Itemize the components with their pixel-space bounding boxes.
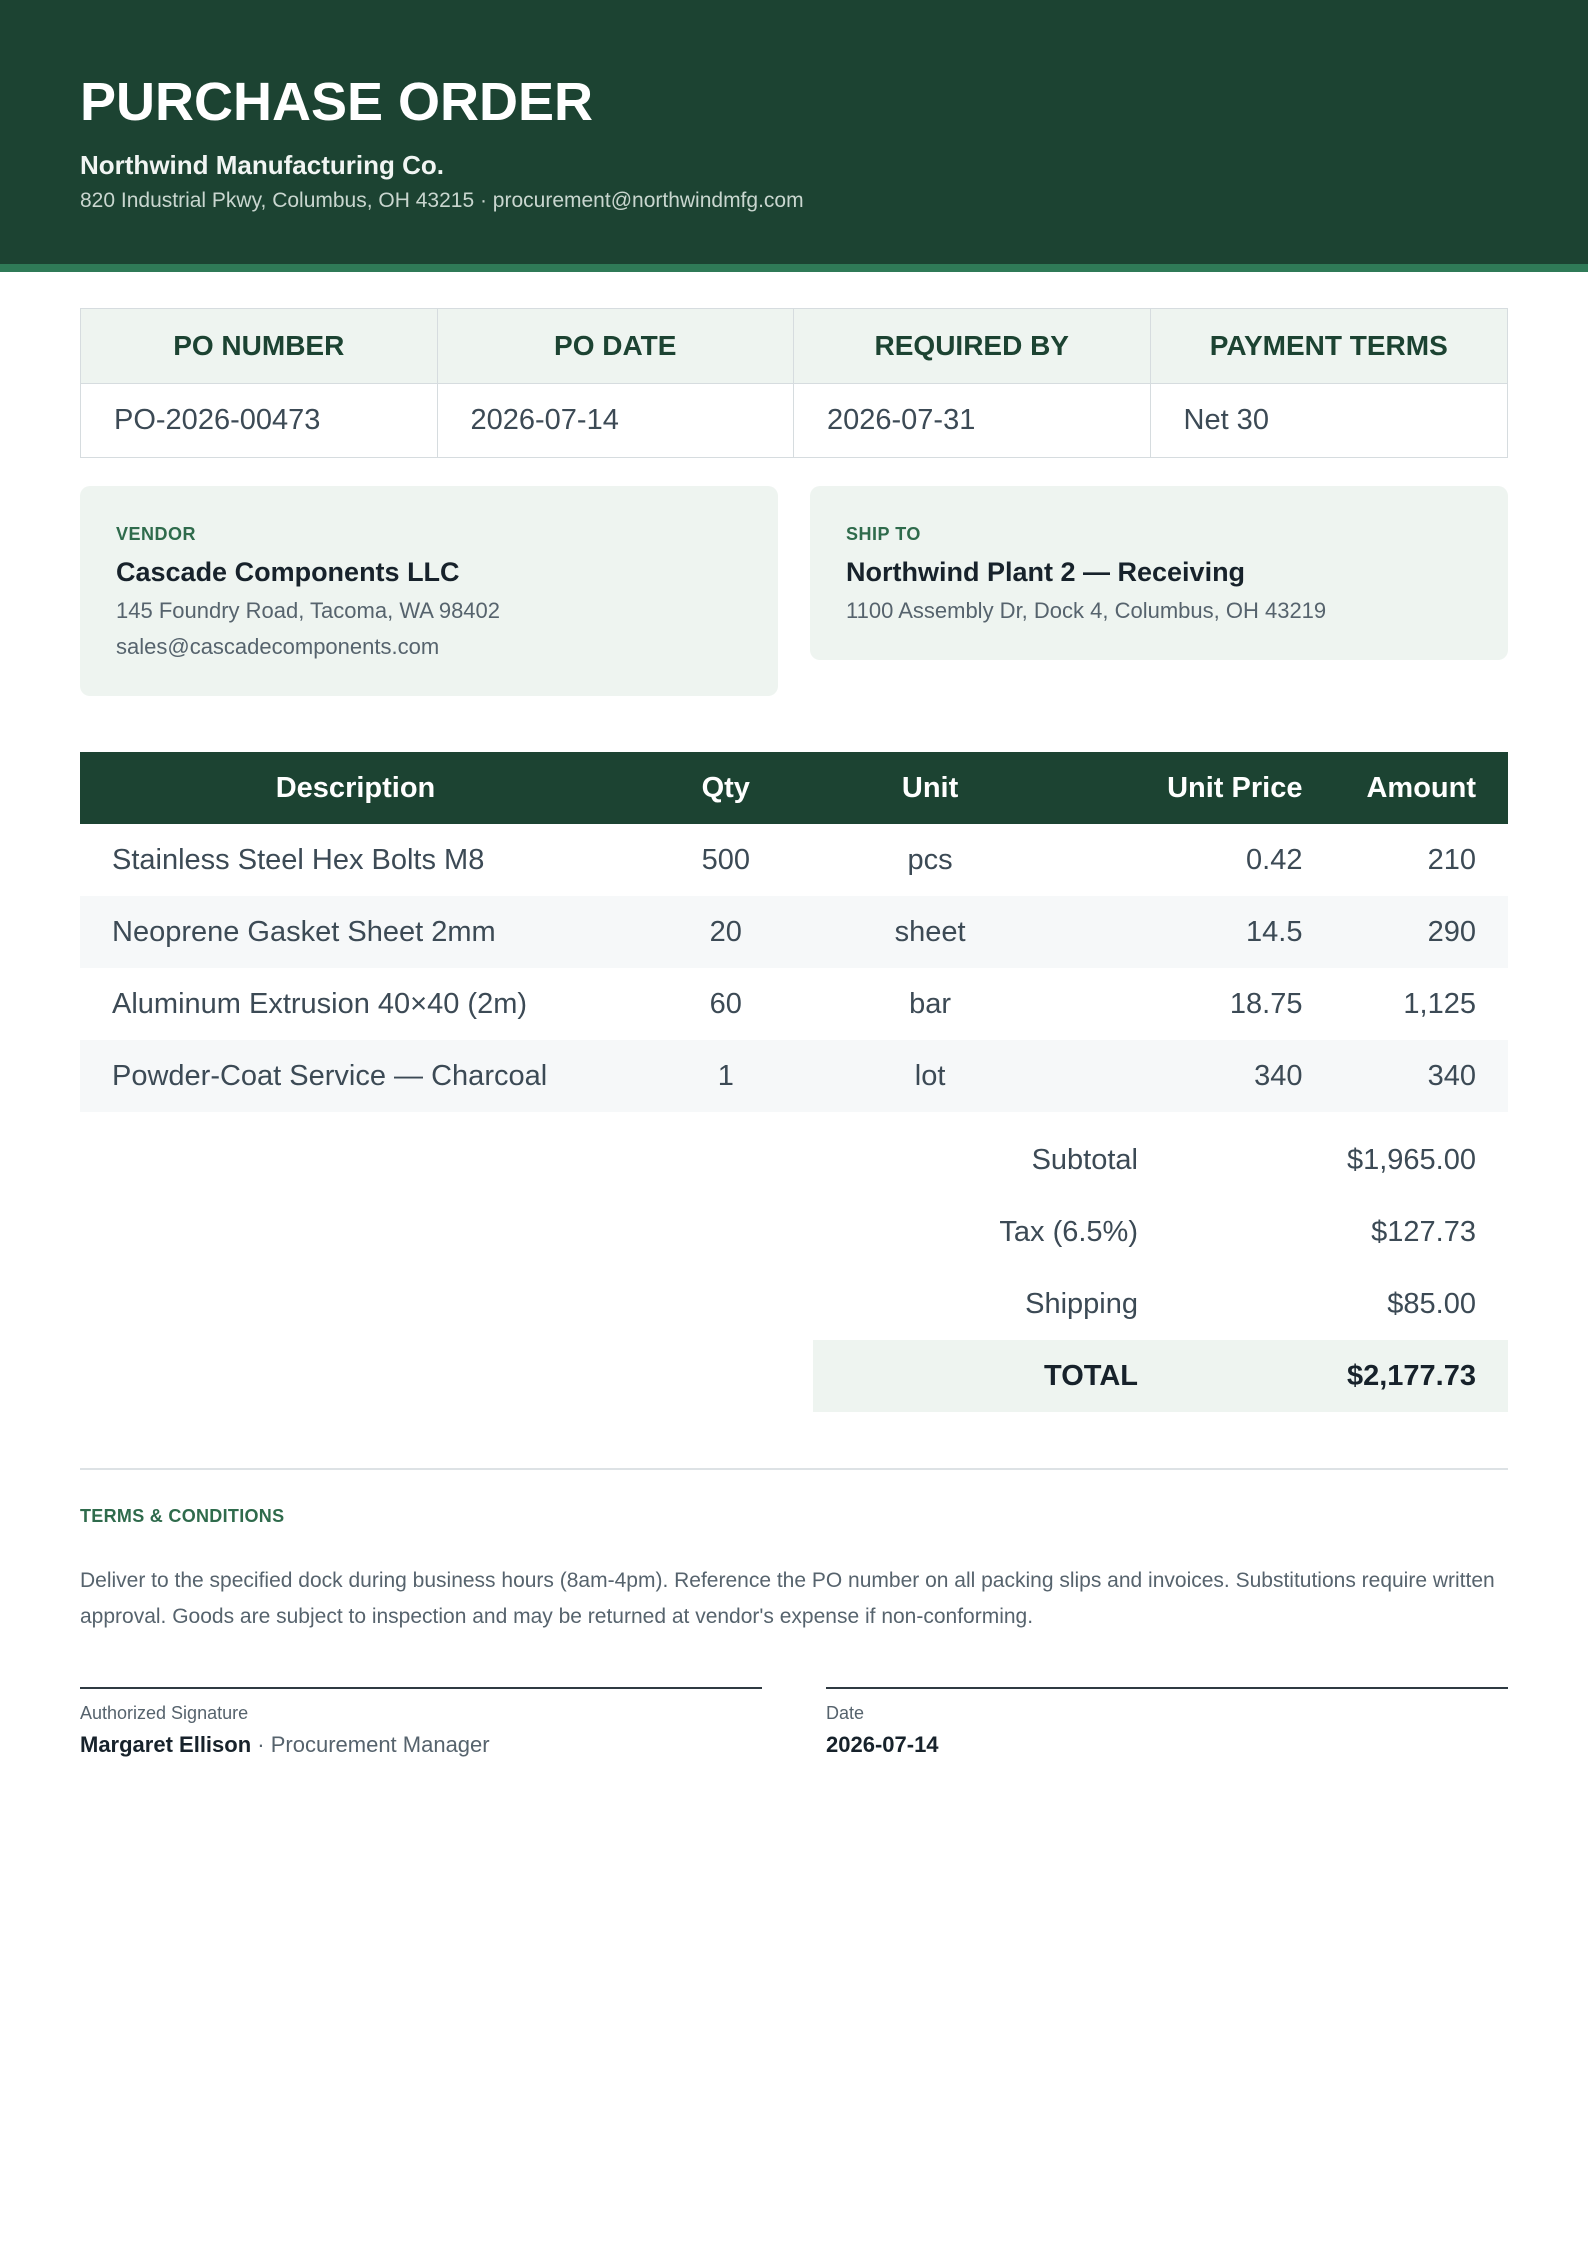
col-description: Description [80,752,631,824]
cell-description: Powder-Coat Service — Charcoal [80,1040,631,1112]
section-divider [80,1468,1508,1470]
cell-amount: 340 [1334,1040,1508,1112]
subtotal-value: $1,965.00 [1346,1143,1476,1176]
vendor-label: VENDOR [116,524,197,544]
company-address: 820 Industrial Pkwy, Columbus, OH 43215 · procurement@northwindmfg.com [80,189,804,212]
line-items-table [80,752,1508,1112]
cell-qty: 500 [701,843,750,876]
ship-to-card [810,486,1508,660]
terms-heading: TERMS & CONDITIONS [80,1506,285,1526]
signer-name: Margaret Ellison [80,1732,252,1757]
signature-caption: Authorized Signature [80,1703,249,1723]
document-header [0,0,1588,272]
vendor-name: Cascade Components LLC [116,557,460,587]
tax-row [813,1196,1508,1268]
signer-role: Procurement Manager [270,1732,490,1757]
meta-po-number [81,309,438,457]
col-qty: Qty [631,752,821,824]
ship-to-address: 1100 Assembly Dr, Dock 4, Columbus, OH 43219 [846,598,1327,623]
shipping-value: $85.00 [1387,1287,1476,1320]
cell-amount: 210 [1427,843,1476,876]
cell-qty: 20 [631,896,821,968]
signature-date: 2026-07-14 [826,1732,939,1757]
cell-unit-price: 340 [1040,1040,1335,1112]
date-caption: Date [826,1703,865,1723]
cell-unit: pcs [907,843,953,876]
table-row [80,968,1508,1040]
meta-value: 2026-07-31 [827,404,976,436]
meta-label: PAYMENT TERMS [1151,309,1508,384]
col-unit: Unit [821,752,1040,824]
subtotal-label: Subtotal [1031,1143,1138,1176]
ship-to-label: SHIP TO [846,524,921,544]
total-value: $2,177.73 [1346,1359,1476,1392]
meta-po-date [438,309,795,457]
subtotal-row [813,1124,1508,1196]
meta-payment-terms [1151,309,1508,457]
table-row [80,1040,1508,1112]
total-row [813,1340,1508,1412]
vendor-card [80,486,778,696]
cell-unit-price: 0.42 [1246,843,1303,876]
cell-description: Aluminum Extrusion 40×40 (2m) [112,987,528,1020]
table-row [80,824,1508,896]
parties [80,486,1508,696]
meta-label: PO DATE [438,309,794,384]
signer-line [80,1732,762,1758]
signer-separator: · [251,1732,271,1757]
meta-label: PO NUMBER [81,309,437,384]
shipping-row [813,1268,1508,1340]
cell-qty: 60 [709,987,742,1020]
date-block [826,1687,1508,1758]
cell-amount: 290 [1334,896,1508,968]
shipping-label: Shipping [1025,1287,1138,1320]
meta-value: Net 30 [1183,404,1269,436]
tax-label: Tax (6.5%) [999,1215,1138,1248]
meta-value: PO-2026-00473 [114,404,321,436]
meta-label: REQUIRED BY [794,309,1150,384]
table-header-row [80,752,1508,824]
company-name: Northwind Manufacturing Co. [80,150,444,180]
signature-section [80,1687,1508,1758]
ship-to-name: Northwind Plant 2 — Receiving [846,557,1246,587]
page-title: PURCHASE ORDER [80,72,594,132]
cell-description: Neoprene Gasket Sheet 2mm [80,896,631,968]
cell-unit: sheet [821,896,1040,968]
vendor-address: 145 Foundry Road, Tacoma, WA 98402 [116,598,501,623]
col-amount: Amount [1334,752,1508,824]
tax-value: $127.73 [1371,1215,1476,1248]
cell-amount: 1,125 [1403,987,1476,1020]
table-row [80,896,1508,968]
cell-unit: lot [821,1040,1040,1112]
meta-value: 2026-07-14 [470,404,619,436]
cell-unit-price: 18.75 [1229,987,1303,1020]
totals-block [813,1124,1508,1412]
cell-unit: bar [909,987,952,1020]
meta-required-by [794,309,1151,457]
col-unit-price: Unit Price [1040,752,1335,824]
cell-description: Stainless Steel Hex Bolts M8 [112,843,485,876]
terms-text: Deliver to the specified dock during business hours (8am-4pm). Reference the PO number on all packing slips and invoices. Substitutions require written approval. Goods are subject to inspection and may be returned at vendor's expense if non-conforming. [80,1569,1495,1628]
po-meta-table [80,308,1508,458]
signature-block [80,1687,762,1758]
cell-qty: 1 [631,1040,821,1112]
total-label: TOTAL [1044,1359,1138,1392]
cell-unit-price: 14.5 [1040,896,1335,968]
vendor-email: sales@cascadecomponents.com [116,634,440,659]
